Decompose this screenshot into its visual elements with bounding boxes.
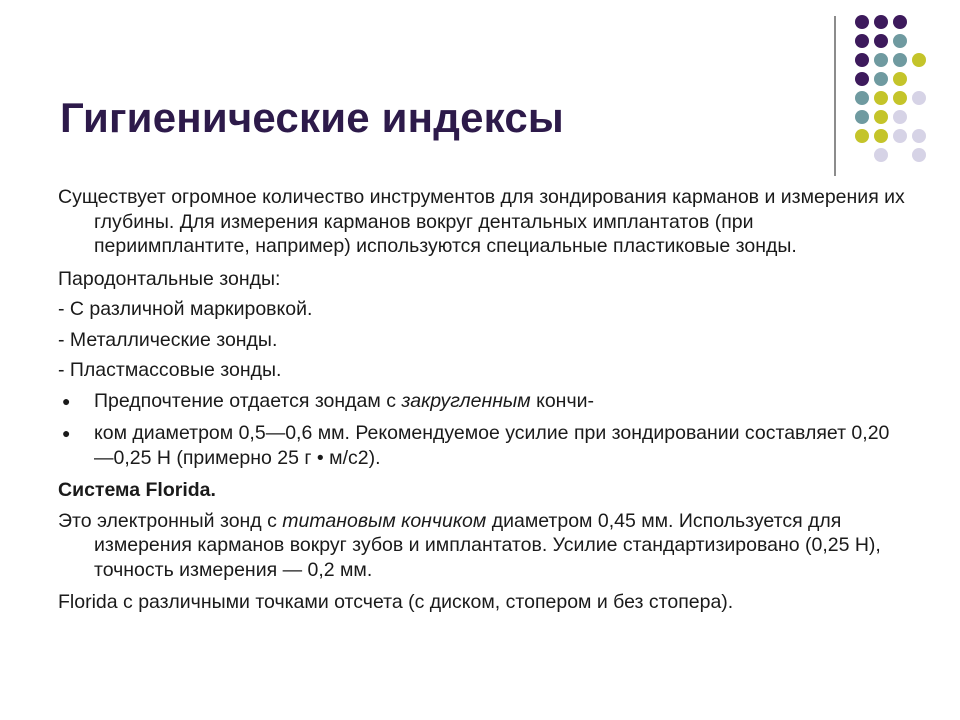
decorative-dot [893, 53, 907, 67]
decorative-dot [855, 34, 869, 48]
decorative-dot [893, 129, 907, 143]
bullet-item-rounded [58, 389, 908, 414]
slide-title: Гигиенические индексы [60, 94, 564, 141]
decorative-dot [855, 72, 869, 86]
decorative-dot [874, 91, 888, 105]
paragraph-florida-variants: Florida с различными точками отсчета (с диском, стопером и без стопера). [58, 591, 734, 613]
bullet-icon: ● [62, 425, 71, 441]
decorative-dot [893, 110, 907, 124]
slide-body [58, 185, 908, 623]
divider-line [834, 16, 836, 176]
paragraph-instruments: Существует огромное количество инструментов для зондирования карманов и измерения их глубины. Для измерения карманов вокруг дентальных имплантатов (при периимплантите, например) используются специальные пластиковые зонды. [58, 186, 905, 257]
list-item-marking: - С различной маркировкой. [58, 298, 313, 320]
decorative-dot [912, 148, 926, 162]
bullet-icon: ● [62, 392, 71, 409]
florida-text-pre: Это электронный зонд с [58, 509, 283, 532]
decorative-dot [874, 129, 888, 143]
decorative-dot [874, 15, 888, 29]
list-item-plastic: - Пластмассовые зонды. [58, 359, 282, 381]
decorative-dot [893, 34, 907, 48]
decorative-dot [855, 15, 869, 29]
decorative-dot [912, 129, 926, 143]
list-item-metal: - Металлические зонды. [58, 328, 278, 351]
decorative-dot [855, 53, 869, 67]
florida-text-post: диаметром 0,45 мм. Используется для измерения карманов вокруг зубов и имплантатов. Усилие стандартизировано (0,25 Н), точность измерения — 0,2 мм. [94, 509, 881, 581]
florida-heading: Система Florida. [58, 479, 216, 501]
florida-text-emphasis: титановым кончиком [282, 509, 487, 532]
decorative-dot [912, 91, 926, 105]
decorative-dot [874, 34, 888, 48]
bullet-text: ком диаметром 0,5—0,6 мм. Рекомендуемое усилие при зондировании составляет 0,20—0,25 Н (примерно 25 г • м/с2). [94, 422, 890, 469]
bullet-item-diameter [58, 421, 908, 470]
decorative-dot [855, 110, 869, 124]
decorative-dot [874, 148, 888, 162]
decorative-dot [893, 91, 907, 105]
decorative-dot [893, 72, 907, 86]
decorative-dot [855, 91, 869, 105]
paragraph-florida [58, 509, 908, 583]
decorative-dot [855, 129, 869, 143]
decorative-dot [874, 72, 888, 86]
bullet-text-pre: Предпочтение отдается зондам с [94, 389, 402, 412]
bullet-text-post: кончи- [530, 389, 594, 412]
decorative-dot [912, 53, 926, 67]
bullet-text-emphasis: закругленным [401, 389, 531, 412]
decorative-dot [874, 53, 888, 67]
paragraph-probes-heading: Пародонтальные зонды: [58, 267, 281, 290]
decorative-dot [893, 15, 907, 29]
decorative-dot [874, 110, 888, 124]
